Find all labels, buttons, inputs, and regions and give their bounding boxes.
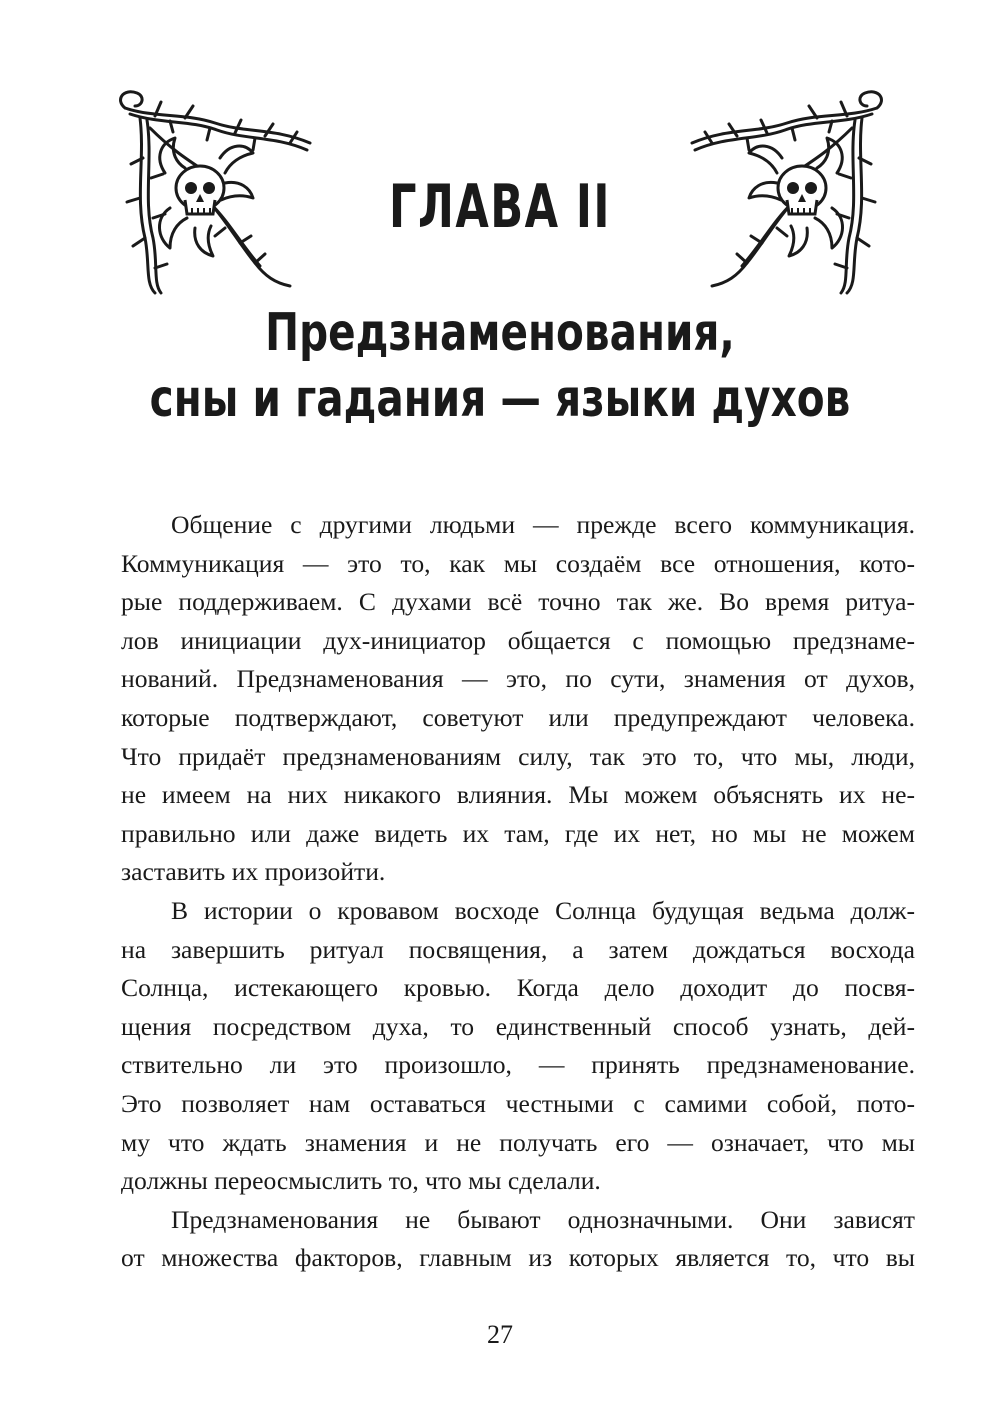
text-line: правильно или даже видеть их там, где их нет, но мы не можем — [121, 818, 915, 848]
text-line: не имеем на них никакого влияния. Мы можем объяснять их не- — [121, 780, 915, 810]
text-line: щения посредством духа, то единственный способ узнать, дей- — [121, 1011, 915, 1041]
paragraph — [121, 1201, 915, 1278]
chapter-title — [110, 300, 890, 432]
text-line: которые подтверждают, советуют или предупреждают человека. — [121, 702, 915, 732]
chapter-title-line: сны и гадания — языки духов — [149, 369, 851, 429]
paragraph — [121, 506, 915, 892]
text-line: Предзнаменования не бывают однозначными. Они зависят — [171, 1204, 915, 1234]
text-line: В истории о кровавом восходе Солнца будущая ведьма долж- — [171, 895, 915, 925]
text-line: должны переосмыслить то, что мы сделали. — [121, 1166, 601, 1196]
text-line: Коммуникация — это то, как мы создаём все отношения, кото- — [121, 548, 915, 578]
text-line: ствительно ли это произошло, — принять предзнаменование. — [121, 1050, 915, 1080]
text-line: лов инициации дух-инициатор общается с помощью предзнаме- — [121, 625, 915, 655]
text-line: рые поддерживаем. С духами всё точно так же. Во время ритуа- — [121, 587, 915, 617]
text-line: Это позволяет нам оставаться честными с самими собой, пото- — [121, 1088, 915, 1118]
text-line: му что ждать знамения и не получать его — означает, что мы — [121, 1127, 915, 1157]
text-line: заставить их произойти. — [121, 857, 386, 887]
text-line: нований. Предзнаменования — это, по сути, знамения от духов, — [121, 664, 915, 694]
text-line: Общение с другими людьми — прежде всего коммуникация. — [171, 510, 915, 539]
text-line: от множества факторов, главным из которых является то, что вы — [121, 1243, 915, 1273]
paragraph — [121, 892, 915, 1201]
text-line: Что придаёт предзнаменованиям силу, так это то, что мы, люди, — [121, 741, 915, 771]
page-number: 27 — [487, 1320, 513, 1349]
chapter-title-line: Предзнаменования, — [265, 303, 735, 363]
chapter-number: ГЛАВА II — [389, 172, 611, 242]
body-text — [121, 506, 915, 1278]
text-line: Солнца, истекающего кровью. Когда дело доходит до посвя- — [121, 973, 915, 1003]
text-line: на завершить ритуал посвящения, а затем дождаться восхода — [121, 934, 915, 964]
